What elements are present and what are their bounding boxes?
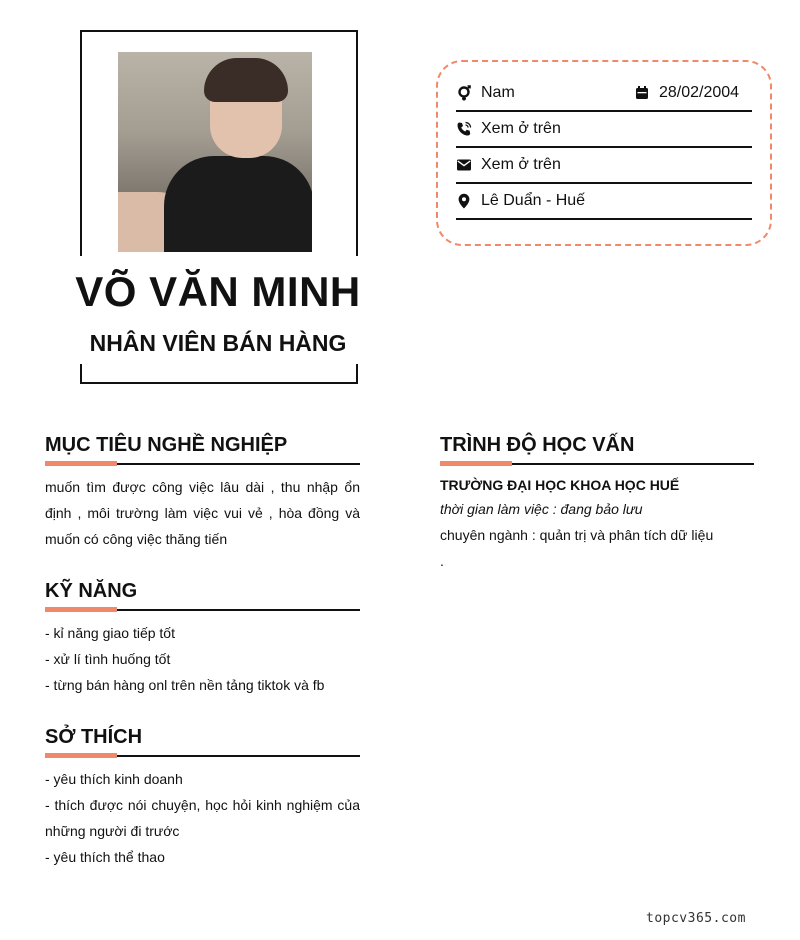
footer-watermark[interactable]: topcv365.com [646, 911, 746, 926]
email-icon [456, 157, 472, 173]
education-title: TRÌNH ĐỘ HỌC VẤN [440, 434, 635, 456]
education-content [440, 474, 754, 574]
education-note: . [440, 553, 444, 569]
education-time: thời gian làm việc : đang bảo lưu [440, 501, 643, 517]
objective-title: MỤC TIÊU NGHỀ NGHIỆP [45, 434, 288, 456]
hobbies-list [45, 766, 360, 870]
list-item: - thích được nói chuyện, học hỏi kinh nghiệm của những người đi trước [45, 797, 360, 839]
skills-title: KỸ NĂNG [45, 580, 138, 602]
education-accent [440, 461, 512, 466]
phone-value: Xem ở trên [481, 120, 561, 137]
email-value: Xem ở trên [481, 156, 561, 173]
contact-row-phone [456, 112, 752, 148]
contact-row-email [456, 148, 752, 184]
objective-text: muốn tìm được công việc lâu dài , thu nhập ổn định , môi trường làm việc vui vẻ , hòa đồng và muốn có công việc thăng tiến [45, 479, 360, 547]
profile-name: VÕ VĂN MINH [75, 268, 361, 315]
gender-icon [456, 85, 472, 101]
list-item: - yêu thích thể thao [45, 849, 165, 865]
list-item: - xử lí tình huống tốt [45, 651, 171, 667]
skills-accent [45, 607, 117, 612]
address-value: Lê Duẩn - Huế [481, 192, 586, 209]
hobbies-accent [45, 753, 117, 758]
calendar-icon [634, 85, 650, 101]
skills-list [45, 620, 360, 698]
education-major: chuyên ngành : quản trị và phân tích dữ liệu [440, 527, 714, 543]
profile-role: NHÂN VIÊN BÁN HÀNG [89, 330, 347, 356]
list-item: - yêu thích kinh doanh [45, 771, 183, 787]
education-school: TRƯỜNG ĐẠI HỌC KHOA HỌC HUẾ [440, 477, 680, 493]
birthdate-value: 28/02/2004 [659, 84, 740, 101]
list-item: - kỉ năng giao tiếp tốt [45, 625, 175, 641]
contact-row-gender [456, 76, 752, 112]
phone-icon [456, 121, 472, 137]
contact-row-address [456, 184, 752, 220]
gender-value: Nam [481, 84, 515, 101]
list-item: - từng bán hàng onl trên nền tảng tiktok và fb [45, 677, 325, 693]
hobbies-title: SỞ THÍCH [45, 726, 143, 748]
profile-photo [118, 52, 312, 252]
photo-frame-bottom [80, 364, 358, 384]
objective-accent [45, 461, 117, 466]
birthdate-group [634, 76, 739, 110]
location-icon [456, 193, 472, 209]
